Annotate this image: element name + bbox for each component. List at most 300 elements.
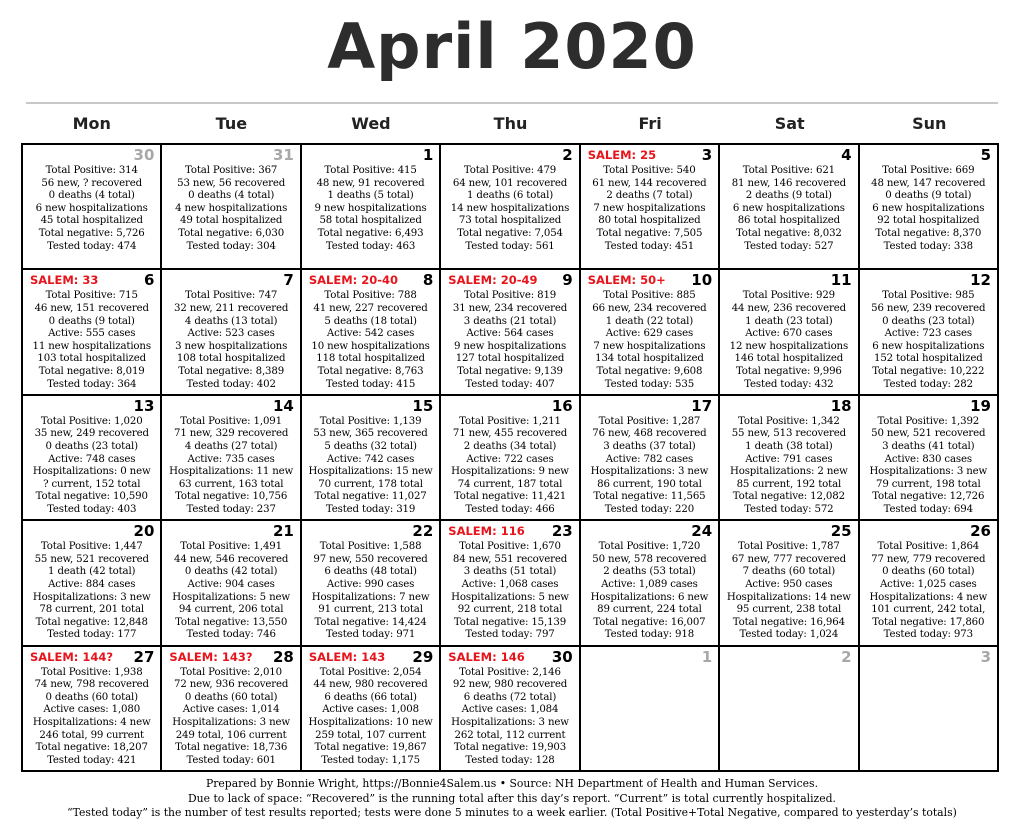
stat-line: Tested today: 402 — [186, 378, 276, 390]
day-stats — [720, 165, 857, 253]
stat-line: 246 total, 99 current — [39, 729, 144, 741]
stat-line: Total negative: 18,736 — [175, 742, 288, 754]
stat-line: 6 new hospitalizations — [872, 340, 985, 352]
stat-line: 53 new, 56 recovered — [177, 177, 286, 189]
calendar-day-cell — [441, 270, 580, 395]
stat-line: Tested today: 1,024 — [739, 629, 839, 641]
stat-line: Total Positive: 540 — [603, 165, 696, 176]
stat-line: 6 new hospitalizations — [872, 202, 985, 214]
stat-line: Total Positive: 819 — [463, 290, 557, 302]
day-number: 30 — [133, 146, 155, 164]
weekday-label: Sun — [912, 114, 947, 133]
day-stats — [581, 416, 718, 517]
stat-line: Active: 735 cases — [187, 453, 275, 465]
stat-line: 9 new hospitalizations — [453, 340, 567, 352]
stat-line: Total Positive: 1,720 — [598, 541, 701, 553]
stat-line: Tested today: 304 — [186, 240, 276, 252]
stat-line: 152 total hospitalized — [873, 353, 983, 365]
stat-line: 50 new, 521 recovered — [871, 428, 986, 440]
day-stats — [23, 541, 160, 642]
stat-line: Tested today: 572 — [744, 503, 834, 515]
stat-line: Active: 904 cases — [187, 578, 275, 590]
stat-line: 44 new, 546 recovered — [174, 553, 289, 565]
stat-line: 41 new, 227 recovered — [313, 302, 428, 314]
day-stats — [302, 667, 439, 768]
salem-count: SALEM: 20-49 — [448, 273, 538, 288]
stat-line: 3 deaths (21 total) — [463, 315, 557, 327]
stat-line: Total Positive: 1,588 — [319, 541, 422, 553]
stat-line: 46 new, 151 recovered — [34, 302, 149, 314]
day-number: 6 — [143, 271, 155, 290]
stat-line: Total negative: 10,590 — [35, 491, 148, 503]
stat-line: Active: 670 cases — [745, 328, 833, 340]
salem-count: SALEM: 20-40 — [308, 273, 399, 288]
stat-line: Total Positive: 885 — [603, 290, 696, 302]
stat-line: Total negative: 19,903 — [453, 742, 567, 754]
stat-line: Total negative: 15,139 — [453, 616, 567, 628]
stat-line: Total negative: 9,608 — [596, 365, 703, 377]
stat-line: 92 current, 218 total — [457, 604, 563, 616]
page-title: April 2020 — [327, 10, 697, 83]
stat-line: 1 deaths (5 total) — [327, 190, 414, 202]
stat-line: Total Positive: 367 — [185, 165, 278, 176]
calendar-day-cell — [581, 270, 720, 395]
stat-line: 3 deaths (51 total) — [463, 566, 557, 578]
salem-count: SALEM: 50+ — [587, 273, 666, 288]
stat-line: 45 total hospitalized — [40, 215, 143, 227]
stat-line: Active: 723 cases — [884, 328, 972, 340]
stat-line: 6 new hospitalizations — [732, 202, 845, 214]
stat-line: 1 deaths (6 total) — [466, 190, 554, 202]
stat-line: 49 total hospitalized — [180, 215, 283, 227]
day-stats — [441, 667, 578, 768]
stat-line: Active: 1,025 cases — [879, 578, 977, 590]
stat-line: 92 total hospitalized — [877, 215, 980, 227]
stat-line: Total negative: 19,867 — [314, 742, 427, 754]
calendar-day-cell — [23, 396, 162, 521]
stat-line: Hospitalizations: 9 new — [451, 466, 569, 478]
stat-line: Total Positive: 2,146 — [459, 666, 561, 678]
stat-line: 0 deaths (60 total) — [45, 691, 138, 703]
calendar-day-cell — [162, 145, 301, 270]
stat-line: Total negative: 10,756 — [175, 491, 288, 503]
stat-line: Total Positive: 1,139 — [319, 415, 422, 427]
stat-line: Total negative: 13,550 — [175, 616, 288, 628]
day-number: 12 — [970, 271, 991, 290]
calendar-day-cell — [441, 145, 580, 270]
day-number: 28 — [272, 647, 294, 666]
calendar-day-cell — [720, 270, 859, 395]
stat-line: Hospitalizations: 5 new — [172, 591, 290, 603]
stat-line: 55 new, 513 recovered — [731, 428, 846, 440]
stat-line: Active: 555 cases — [48, 328, 136, 340]
stat-line: Hospitalizations: 15 new — [308, 466, 433, 478]
stat-line: Hospitalizations: 4 new — [32, 716, 151, 728]
stat-line: Total negative: 8,389 — [178, 365, 285, 377]
stat-line: 79 current, 198 total — [876, 478, 981, 490]
day-stats — [23, 290, 160, 391]
weekday-label: Mon — [72, 114, 111, 133]
stat-line: Active cases: 1,080 — [43, 704, 141, 716]
stat-line: 5 deaths (32 total) — [324, 440, 417, 452]
day-number: 22 — [412, 522, 434, 541]
calendar-day-cell — [302, 396, 441, 521]
day-number: 29 — [412, 647, 434, 666]
calendar-day-cell — [581, 145, 720, 270]
day-stats — [302, 541, 439, 642]
stat-line: 249 total, 106 current — [175, 729, 287, 741]
stat-line: 74 current, 187 total — [457, 478, 563, 490]
stat-line: 50 new, 578 recovered — [592, 553, 707, 565]
stat-line: 0 deaths (60 total) — [882, 566, 975, 578]
calendar-day-cell — [720, 145, 859, 270]
stat-line: 44 new, 980 recovered — [313, 679, 428, 691]
stat-line: 7 deaths (60 total) — [742, 566, 836, 578]
day-stats — [441, 541, 578, 642]
stat-line: 70 current, 178 total — [318, 478, 423, 490]
stat-line: 55 new, 521 recovered — [34, 553, 149, 565]
day-number: 5 — [980, 146, 991, 164]
day-number: 10 — [691, 271, 713, 290]
stat-line: Hospitalizations: 3 new — [172, 716, 290, 728]
stat-line: 1 death (38 total) — [745, 440, 833, 452]
stat-line: Tested today: 451 — [604, 240, 695, 252]
stat-line: 44 new, 236 recovered — [731, 302, 846, 314]
day-stats — [720, 541, 857, 642]
stat-line: 85 current, 192 total — [736, 478, 842, 490]
stat-line: Total negative: 11,027 — [314, 491, 427, 503]
stat-line: 80 total hospitalized — [598, 215, 701, 227]
day-number: 31 — [272, 146, 294, 164]
calendar-day-cell — [860, 396, 999, 521]
stat-line: Active: 722 cases — [466, 453, 554, 465]
stat-line: Active: 950 cases — [745, 578, 833, 590]
day-stats — [581, 541, 718, 642]
weekday-label: Wed — [351, 114, 391, 133]
stat-line: Active: 564 cases — [466, 328, 554, 340]
stat-line: 95 current, 238 total — [736, 604, 842, 616]
stat-line: 12 new hospitalizations — [729, 340, 849, 352]
day-stats — [162, 290, 299, 391]
stat-line: Total Positive: 1,091 — [180, 415, 282, 427]
stat-line: 74 new, 798 recovered — [34, 679, 149, 691]
stat-line: Total Positive: 669 — [882, 165, 975, 176]
stat-line: Tested today: 432 — [744, 378, 834, 390]
stat-line: 0 deaths (4 total) — [188, 190, 275, 202]
stat-line: 71 new, 455 recovered — [452, 428, 568, 440]
stat-line: 66 new, 234 recovered — [592, 302, 707, 314]
stat-line: Hospitalizations: 10 new — [308, 716, 433, 728]
stat-line: Active: 742 cases — [326, 453, 415, 465]
calendar-day-cell — [302, 647, 441, 772]
day-number: 1 — [701, 647, 713, 666]
day-number: 4 — [841, 146, 852, 164]
stat-line: 76 new, 468 recovered — [592, 428, 707, 440]
stat-line: 9 new hospitalizations — [314, 202, 427, 214]
day-number: 2 — [841, 647, 852, 666]
day-number: 16 — [551, 396, 573, 415]
weekday-header — [22, 113, 999, 135]
salem-count: SALEM: 146 — [448, 649, 525, 664]
stat-line: Total negative: 12,726 — [872, 491, 985, 503]
day-stats — [162, 541, 299, 642]
calendar-day-cell — [23, 521, 162, 646]
stat-line: 6 deaths (66 total) — [324, 691, 417, 703]
calendar-day-cell — [302, 521, 441, 646]
stat-line: 0 deaths (9 total) — [48, 315, 135, 327]
stat-line: Tested today: 746 — [186, 629, 276, 641]
day-number: 18 — [830, 396, 852, 415]
stat-line: Tested today: 237 — [186, 503, 276, 515]
stat-line: Tested today: 415 — [325, 378, 416, 390]
stat-line: Tested today: 421 — [47, 754, 137, 766]
salem-count: SALEM: 144? — [30, 649, 114, 664]
stat-line: 3 deaths (37 total) — [603, 440, 696, 452]
calendar-day-cell — [581, 521, 720, 646]
stat-line: Total Positive: 1,342 — [738, 415, 840, 427]
stat-line: Total Positive: 479 — [463, 165, 557, 176]
stat-line: Total negative: 9,996 — [735, 365, 842, 377]
stat-line: 61 new, 144 recovered — [592, 177, 707, 189]
stat-line: Total Positive: 415 — [324, 165, 417, 176]
stat-line: Active: 990 cases — [326, 578, 415, 590]
stat-line: Tested today: 535 — [604, 378, 695, 390]
stat-line: Total Positive: 1,211 — [459, 415, 561, 427]
day-stats — [302, 290, 439, 391]
stat-line: 127 total hospitalized — [455, 353, 565, 365]
stat-line: Hospitalizations: 3 new — [32, 591, 151, 603]
stat-line: 0 deaths (60 total) — [184, 691, 278, 703]
footer-line: Prepared by Bonnie Wright, https://Bonnie4Salem.us • Source: NH Department of Health and Human Services. — [205, 777, 819, 790]
day-number: 13 — [133, 396, 155, 415]
stat-line: 53 new, 365 recovered — [313, 428, 428, 440]
salem-count: SALEM: 25 — [587, 148, 657, 162]
calendar-day-cell — [720, 396, 859, 521]
day-stats — [860, 165, 997, 253]
stat-line: Total negative: 6,493 — [317, 227, 424, 239]
calendar-day-cell — [23, 647, 162, 772]
stat-line: Total negative: 8,763 — [317, 365, 424, 377]
stat-line: 81 new, 146 recovered — [731, 177, 846, 189]
day-stats — [441, 416, 578, 517]
stat-line: Total negative: 17,860 — [872, 616, 985, 628]
stat-line: Tested today: 282 — [883, 378, 973, 390]
stat-line: Tested today: 918 — [604, 629, 695, 641]
day-number: 3 — [980, 647, 991, 666]
day-number: 24 — [691, 522, 713, 541]
day-number: 9 — [562, 271, 573, 290]
day-number: 19 — [970, 396, 991, 415]
stat-line: Hospitalizations: 7 new — [311, 591, 430, 603]
salem-count: SALEM: 33 — [30, 273, 99, 288]
stat-line: Hospitalizations: 3 new — [869, 466, 988, 478]
calendar-day-cell — [162, 521, 301, 646]
stat-line: 89 current, 224 total — [597, 604, 702, 616]
calendar-day-cell — [302, 270, 441, 395]
stat-line: 2 deaths (7 total) — [606, 190, 693, 202]
day-stats — [162, 416, 299, 517]
stat-line: Total negative: 6,030 — [178, 227, 285, 239]
stat-line: 0 deaths (23 total) — [882, 315, 975, 327]
salem-count: SALEM: 143? — [169, 649, 253, 664]
stat-line: Total Positive: 1,670 — [459, 541, 561, 553]
stat-line: 108 total hospitalized — [176, 353, 286, 365]
day-stats — [441, 165, 578, 253]
stat-line: Active: 629 cases — [605, 328, 694, 340]
calendar-day-cell — [162, 270, 301, 395]
stat-line: Tested today: 601 — [186, 754, 276, 766]
stat-line: Tested today: 407 — [465, 378, 555, 390]
stat-line: Active: 791 cases — [745, 453, 833, 465]
stat-line: 56 new, ? recovered — [41, 177, 142, 189]
stat-line: 103 total hospitalized — [37, 353, 146, 365]
day-number: 11 — [830, 271, 852, 290]
stat-line: Tested today: 474 — [47, 240, 137, 252]
day-number: 20 — [133, 522, 155, 541]
stat-line: Active: 830 cases — [884, 453, 972, 465]
stat-line: 0 deaths (4 total) — [48, 190, 135, 202]
stat-line: Total negative: 10,222 — [872, 365, 985, 377]
day-number: 26 — [970, 522, 991, 541]
stat-line: Total Positive: 2,010 — [180, 666, 282, 678]
stat-line: Total Positive: 1,392 — [877, 415, 980, 427]
stat-line: Total negative: 9,139 — [457, 365, 563, 377]
stat-line: Tested today: 364 — [47, 378, 137, 390]
day-stats — [860, 541, 997, 642]
stat-line: Total negative: 14,424 — [314, 616, 427, 628]
title-divider — [26, 102, 998, 104]
stat-line: Total Positive: 985 — [882, 290, 975, 302]
stat-line: 71 new, 329 recovered — [174, 428, 289, 440]
stat-line: 2 deaths (53 total) — [603, 566, 696, 578]
day-stats — [162, 165, 299, 253]
day-number: 3 — [701, 146, 713, 164]
stat-line: Tested today: 973 — [883, 629, 973, 641]
stat-line: Hospitalizations: 0 new — [32, 466, 151, 478]
stat-line: Total Positive: 747 — [185, 290, 278, 302]
day-number: 7 — [283, 271, 294, 290]
stat-line: Active cases: 1,014 — [182, 704, 280, 716]
stat-line: Hospitalizations: 14 new — [726, 591, 851, 603]
stat-line: Active cases: 1,008 — [322, 704, 419, 716]
day-stats — [302, 416, 439, 517]
stat-line: Total negative: 11,565 — [593, 491, 706, 503]
calendar-day-cell — [581, 396, 720, 521]
stat-line: 7 new hospitalizations — [593, 202, 706, 214]
day-stats — [441, 290, 578, 391]
stat-line: 78 current, 201 total — [39, 604, 144, 616]
day-number: 17 — [691, 396, 713, 415]
stat-line: Tested today: 466 — [465, 503, 555, 515]
calendar-day-cell — [860, 270, 999, 395]
stat-line: 262 total, 112 current — [454, 729, 566, 741]
stat-line: Tested today: 403 — [47, 503, 137, 515]
stat-line: 63 current, 163 total — [178, 478, 284, 490]
stat-line: Total Positive: 929 — [742, 290, 835, 302]
stat-line: Total Positive: 1,787 — [738, 541, 840, 553]
stat-line: Total negative: 8,019 — [38, 365, 145, 377]
stat-line: Tested today: 463 — [325, 240, 416, 252]
stat-line: 67 new, 777 recovered — [731, 553, 846, 565]
stat-line: Total Positive: 1,864 — [877, 541, 980, 553]
stat-line: Active: 542 cases — [326, 328, 415, 340]
stat-line: Active: 1,089 cases — [601, 578, 698, 590]
stat-line: Active: 1,068 cases — [461, 578, 559, 590]
day-number: 30 — [551, 647, 573, 666]
day-number: 1 — [422, 146, 434, 164]
day-stats — [720, 416, 857, 517]
stat-line: Active cases: 1,084 — [461, 704, 559, 716]
calendar-day-cell — [720, 647, 859, 772]
stat-line: Total negative: 16,007 — [593, 616, 706, 628]
stat-line: 35 new, 249 recovered — [34, 428, 149, 440]
stat-line: Total negative: 12,082 — [732, 491, 845, 503]
day-stats — [23, 416, 160, 517]
stat-line: Hospitalizations: 4 new — [869, 591, 988, 603]
stat-line: Total Positive: 2,054 — [319, 666, 422, 678]
stat-line: Tested today: 527 — [744, 240, 834, 252]
stat-line: Active: 782 cases — [605, 453, 694, 465]
day-stats — [302, 165, 439, 253]
stat-line: 6 deaths (48 total) — [324, 566, 417, 578]
day-number: 25 — [830, 522, 852, 541]
calendar-day-cell — [162, 396, 301, 521]
stat-line: Hospitalizations: 2 new — [730, 466, 848, 478]
stat-line: Hospitalizations: 3 new — [451, 716, 569, 728]
stat-line: 31 new, 234 recovered — [452, 302, 568, 314]
stat-line: 0 deaths (23 total) — [45, 440, 138, 452]
stat-line: Total negative: 16,964 — [732, 616, 845, 628]
calendar-day-cell — [860, 521, 999, 646]
stat-line: Total Positive: 715 — [45, 290, 138, 302]
stat-line: Total Positive: 1,020 — [40, 415, 143, 427]
stat-line: 58 total hospitalized — [319, 215, 422, 227]
day-stats — [581, 165, 718, 253]
calendar-day-cell — [302, 145, 441, 270]
stat-line: 48 new, 147 recovered — [871, 177, 986, 189]
day-number: 8 — [422, 271, 434, 290]
stat-line: 1 death (23 total) — [745, 315, 833, 327]
stat-line: Hospitalizations: 3 new — [590, 466, 709, 478]
stat-line: Hospitalizations: 11 new — [169, 466, 294, 478]
stat-line: Tested today: 319 — [325, 503, 416, 515]
weekday-label: Sat — [774, 114, 805, 133]
day-stats — [23, 165, 160, 253]
stat-line: Total Positive: 621 — [742, 165, 835, 176]
calendar-day-cell — [162, 647, 301, 772]
day-stats — [23, 667, 160, 768]
stat-line: 4 deaths (13 total) — [184, 315, 278, 327]
calendar-day-cell — [581, 647, 720, 772]
stat-line: 0 deaths (9 total) — [885, 190, 972, 202]
stat-line: Tested today: 561 — [465, 240, 555, 252]
stat-line: Active: 523 cases — [187, 328, 275, 340]
stat-line: 101 current, 242 total, — [871, 604, 986, 616]
calendar-day-cell — [860, 647, 999, 772]
stat-line: 4 new hospitalizations — [175, 202, 288, 214]
stat-line: 7 new hospitalizations — [593, 340, 706, 352]
stat-line: 259 total, 107 current — [315, 729, 426, 741]
stat-line: 64 new, 101 recovered — [452, 177, 568, 189]
stat-line: Hospitalizations: 5 new — [451, 591, 569, 603]
weekday-label: Fri — [638, 114, 662, 133]
stat-line: Total Positive: 314 — [45, 165, 138, 176]
stat-line: 72 new, 936 recovered — [174, 679, 289, 691]
footer-line: Due to lack of space: “Recovered” is the running total after this day’s report. “Current” is total currently hospitalized. — [188, 791, 836, 805]
stat-line: 97 new, 550 recovered — [313, 553, 428, 565]
day-number: 23 — [551, 522, 573, 541]
stat-line: 1 death (42 total) — [48, 566, 136, 578]
